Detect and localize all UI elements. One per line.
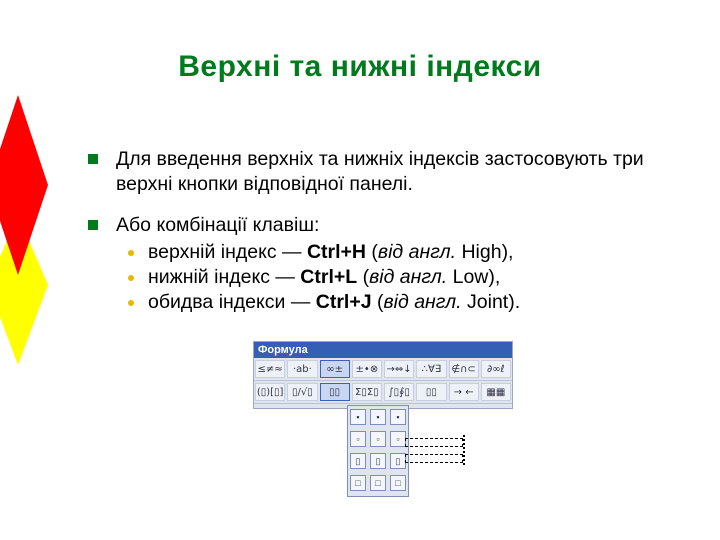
toolbar-row-symbols — [254, 358, 512, 381]
bullet-item — [88, 213, 688, 238]
punct: ), — [501, 241, 514, 263]
cursor-bar — [463, 435, 469, 465]
operators-button[interactable]: ±•⊗ — [352, 360, 382, 378]
box-template-icon[interactable]: □ — [350, 475, 366, 491]
decor-red-diamond-bottom — [0, 185, 48, 275]
dropdown-row — [348, 428, 408, 450]
shortcut-key: Ctrl+J — [315, 291, 372, 313]
sum-templates-button[interactable]: Σ▯Σ▯ — [352, 383, 382, 401]
over-under-template-icon[interactable]: ▯ — [390, 453, 406, 469]
left-sub-superscript-template-icon[interactable]: ▫ — [390, 431, 406, 447]
dropdown-row — [348, 406, 408, 428]
toolbar-row-templates — [254, 381, 512, 404]
spaces-button[interactable]: ·ab· — [287, 360, 317, 378]
bullet-dot-icon — [128, 250, 134, 256]
sets-button[interactable]: ∉∩⊂ — [449, 360, 479, 378]
embellishments-button[interactable]: ∞± — [320, 360, 350, 378]
fraction-templates-button[interactable]: ▯/√▯ — [287, 383, 317, 401]
box-sup-template-icon[interactable]: □ — [390, 475, 406, 491]
bullet-list — [88, 147, 688, 315]
under-template-icon[interactable]: ▯ — [370, 453, 386, 469]
misc-button[interactable]: ∂∞ℓ — [481, 360, 511, 378]
decor-yellow-diamond-bottom — [0, 285, 48, 365]
shortcut-key: Ctrl+L — [300, 266, 358, 288]
script-templates-button[interactable]: ▯▯ — [320, 383, 350, 401]
bullet-dot-icon — [128, 275, 134, 281]
punct: ( — [357, 266, 370, 288]
bullet-text: Або комбінації клавіш: — [116, 214, 320, 236]
source-note: від англ. — [369, 266, 448, 288]
sub-bullet-item — [88, 265, 688, 290]
punct: ( — [366, 241, 378, 263]
bullet-square-icon — [88, 220, 98, 230]
punct: ( — [371, 291, 384, 313]
left-superscript-template-icon[interactable]: ▫ — [350, 431, 366, 447]
sub-text: обидва індекси — — [148, 291, 316, 313]
left-subscript-template-icon[interactable]: ▫ — [370, 431, 386, 447]
punct: ), — [488, 266, 501, 288]
toolbar-title: Формула — [254, 342, 512, 358]
bullet-dot-icon — [128, 300, 134, 306]
dropdown-row — [348, 472, 408, 494]
subscript-slot — [405, 454, 463, 463]
source-note: від англ. — [383, 291, 462, 313]
fence-templates-button[interactable]: (▯)[▯] — [255, 383, 285, 401]
bullet-item — [88, 147, 688, 197]
punct: ). — [508, 291, 521, 313]
integral-templates-button[interactable]: ∫▯∮▯ — [384, 383, 414, 401]
english-word: Low — [447, 266, 489, 288]
sub-bullet-item — [88, 240, 688, 265]
script-templates-dropdown — [347, 405, 409, 497]
sub-superscript-template-icon[interactable]: ▪ — [390, 409, 406, 425]
dropdown-row — [348, 450, 408, 472]
decor-red-diamond-top — [0, 95, 48, 185]
template-preview — [405, 435, 465, 467]
sub-text: верхній індекс — — [148, 241, 307, 263]
sub-text: нижній індекс — — [148, 266, 301, 288]
shortcut-key: Ctrl+H — [306, 241, 366, 263]
english-word: High — [456, 241, 502, 263]
arrows-button[interactable]: →⇔↓ — [384, 360, 414, 378]
arrow-templates-button[interactable]: → ← — [449, 383, 479, 401]
subscript-template-icon[interactable]: ▪ — [370, 409, 386, 425]
bullet-text: Для введення верхніх та нижніх індексів застосовують три верхні кнопки відповідної панелі. — [116, 148, 644, 195]
bar-templates-button[interactable]: ▯▯ — [416, 383, 446, 401]
formula-toolbar — [253, 341, 513, 409]
slide-title: Верхні та нижні індекси — [178, 50, 542, 83]
bullet-square-icon — [88, 154, 98, 164]
relations-button[interactable]: ≤≠≈ — [255, 360, 285, 378]
superscript-template-icon[interactable]: ▪ — [350, 409, 366, 425]
sub-bullet-item — [88, 290, 688, 315]
over-template-icon[interactable]: ▯ — [350, 453, 366, 469]
matrix-templates-button[interactable]: ▦▦ — [481, 383, 511, 401]
box-sub-template-icon[interactable]: □ — [370, 475, 386, 491]
english-word: Joint — [461, 291, 509, 313]
source-note: від англ. — [377, 241, 457, 263]
logic-button[interactable]: ∴∀∃ — [416, 360, 446, 378]
superscript-slot — [405, 438, 463, 447]
